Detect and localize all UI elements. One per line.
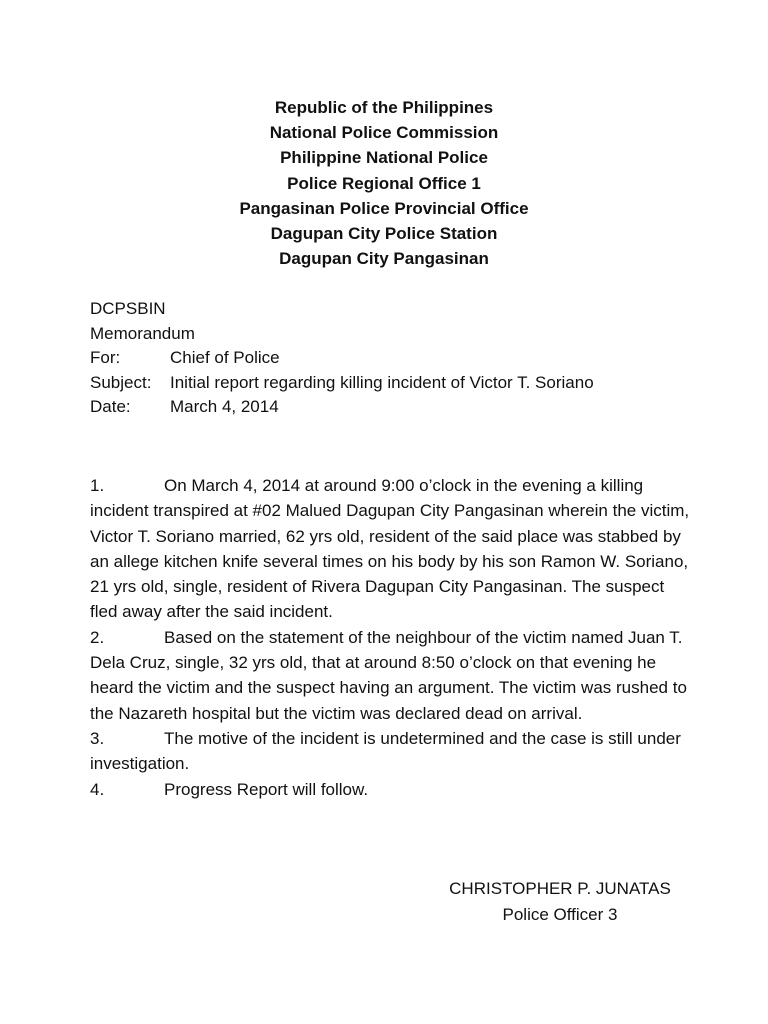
memo-subject-label: Subject: <box>90 372 152 392</box>
signature-block <box>430 876 690 927</box>
memo-header <box>90 297 594 420</box>
letterhead-line-provincial-office: Pangasinan Police Provincial Office <box>239 198 529 218</box>
paragraph-3 <box>90 726 690 777</box>
memo-date-row <box>90 395 594 420</box>
letterhead-line-station: Dagupan City Police Station <box>270 224 498 244</box>
memo-type: Memorandum <box>90 323 195 343</box>
memo-subject-row <box>90 371 594 396</box>
memo-body <box>90 473 690 802</box>
paragraph-text: Progress Report will follow. <box>164 779 369 799</box>
paragraph-number: 3. <box>90 728 105 748</box>
paragraph-number: 2. <box>90 627 105 647</box>
letterhead-line-city: Dagupan City Pangasinan <box>279 249 489 269</box>
paragraph-1 <box>90 473 690 625</box>
letterhead-line-republic: Republic of the Philippines <box>274 98 494 117</box>
memo-code: DCPSBIN <box>90 299 166 318</box>
memo-subject-value: Initial report regarding killing incident of Victor T. Soriano <box>170 372 594 392</box>
memo-date-value: March 4, 2014 <box>170 397 279 416</box>
paragraph-text: The motive of the incident is undetermined and the case is still under investigation. <box>90 728 681 774</box>
paragraph-number: 1. <box>90 476 105 495</box>
letterhead-line-pnp: Philippine National Police <box>280 148 488 168</box>
paragraph-text: Based on the statement of the neighbour of the victim named Juan T. Dela Cruz, single, 32 yrs old, that at around 8:50 o’clock on that evening he heard the victim and the suspect having an argument. The victim was rushed to the Nazareth hospital but the victim was declared dead on arrival. <box>90 627 687 723</box>
memo-date-label: Date: <box>90 397 131 416</box>
paragraph-number: 4. <box>90 779 105 799</box>
letterhead-line-napolcom: National Police Commission <box>269 123 499 143</box>
memo-for-label: For: <box>90 348 121 367</box>
paragraph-2 <box>90 625 690 726</box>
paragraph-text: On March 4, 2014 at around 9:00 o’clock in the evening a killing incident transpired at #02 Malued Dagupan City Pangasinan wherein the victim, Victor T. Soriano married, 62 yrs old, resident of the said place was stabbed by an allege kitchen knife several times on his body by his son Ramon W. Soriano, 21 yrs old, single, resident of Rivera Dagupan City Pangasinan. The suspect fled away after the said incident. <box>90 476 690 622</box>
signatory-title: Police Officer 3 <box>502 904 618 924</box>
signatory-name: CHRISTOPHER P. JUNATAS <box>449 879 671 898</box>
memo-for-value: Chief of Police <box>170 348 280 367</box>
memo-for-row <box>90 346 594 371</box>
letterhead <box>0 95 768 271</box>
paragraph-4 <box>90 777 690 802</box>
letterhead-line-regional-office: Police Regional Office 1 <box>287 173 481 193</box>
